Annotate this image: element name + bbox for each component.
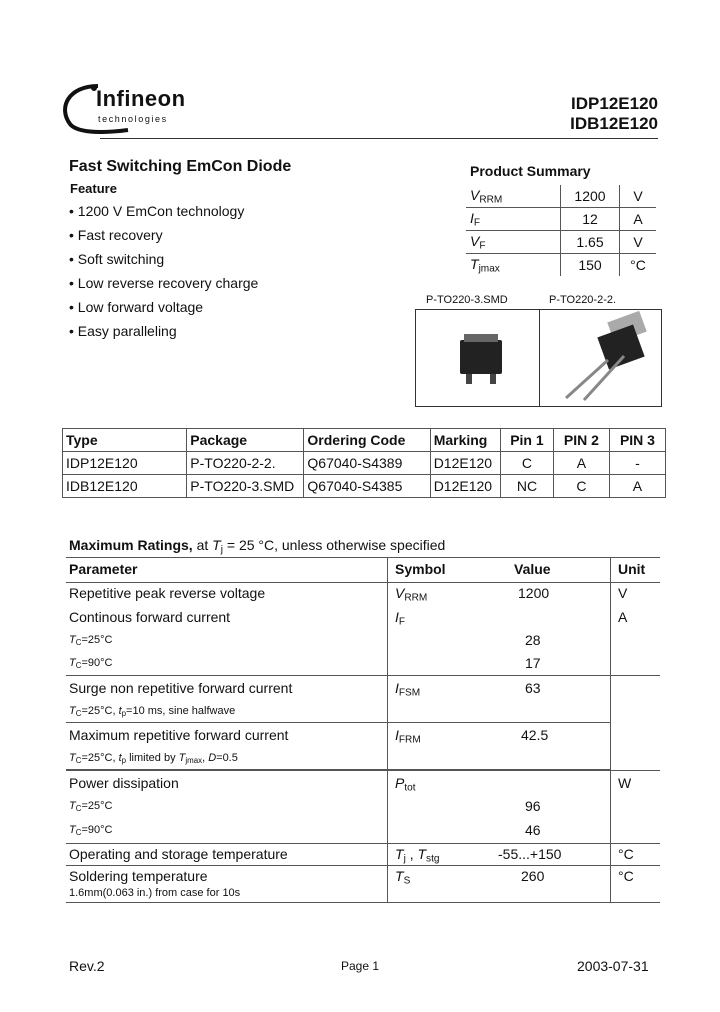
- product-summary: [466, 163, 656, 276]
- part-number-1: IDP12E120: [571, 94, 658, 113]
- ordering-table: [62, 428, 666, 498]
- table-row: Maximum repetitive forward current $I_{FRM}$ 42.5 $T_C=25^\circ C$, $t_p$ limited by $T_{jmax}$, D=0.5: [66, 723, 610, 770]
- part-number-2: IDB12E120: [570, 114, 658, 133]
- feature-item: • Easy paralleling: [69, 323, 177, 339]
- package-box-right: [539, 309, 662, 407]
- feature-list: [69, 203, 258, 347]
- part-numbers: [570, 94, 658, 134]
- feature-item: • Fast recovery: [69, 227, 163, 243]
- page-title: Fast Switching EmCon Diode: [69, 158, 292, 175]
- footer-rev: Rev.2: [69, 958, 105, 974]
- package-left-label: P-TO220-3.SMD: [426, 294, 508, 306]
- feature-heading: Feature: [70, 181, 117, 196]
- package-box-left: [415, 309, 540, 407]
- feature-item: • Low forward voltage: [69, 299, 204, 315]
- logo-subtitle: technologies: [98, 114, 168, 124]
- smd-package-icon: [416, 310, 540, 406]
- table-row: $V_F$ 1.65 V: [466, 231, 656, 254]
- footer-page: Page 1: [341, 959, 380, 973]
- table-row: Operating and storage temperature $T_j$ , $T_{stg}$ -55...+150 °C: [66, 843, 660, 866]
- header-rule: [100, 138, 658, 139]
- table-row: Continous forward current $I_F$ A $T_C=25^\circ C$ 28 $T_C=90^\circ C$ 17: [66, 605, 660, 676]
- table-row: Surge non repetitive forward current $I_{FSM}$ 63 $T_C=25^\circ C$, $t_p=10$ ms, sine halfwave: [66, 676, 610, 723]
- table-row: Repetitive peak reverse voltage $V_{RRM}$ 1200 V: [69, 585, 628, 604]
- feature-item: • Soft switching: [69, 251, 165, 267]
- table-row: Power dissipation $P_{tot}$ W $T_C=25^\circ C$ 96 $T_C=90^\circ C$ 46: [66, 770, 660, 844]
- footer-date: 2003-07-31: [577, 958, 649, 974]
- package-right-label: P-TO220-2-2.: [549, 294, 617, 306]
- infineon-logo: [58, 78, 188, 134]
- table-header-row: Parameter Symbol Value Unit: [66, 557, 660, 583]
- table-row: $I_F$ 12 A: [466, 208, 656, 231]
- table-header-row: Type Package Ordering Code Marking Pin 1 PIN 2 PIN 3: [63, 429, 666, 452]
- feature-item: • Low reverse recovery charge: [69, 275, 259, 291]
- feature-item: • 1200 V EmCon technology: [69, 203, 245, 219]
- table-row: Soldering temperature 1.6mm(0.063 in.) from case for 10s $T_S$ 260 °C: [66, 866, 660, 903]
- to220-package-icon: [540, 310, 661, 406]
- table-row: IDB12E120 P-TO220-3.SMD Q67040-S4385 D12E120 NC C A: [63, 475, 666, 498]
- table-row: $T_{jmax}$ 150 °C: [466, 254, 656, 277]
- max-ratings-table: [66, 557, 660, 902]
- table-row: IDP12E120 P-TO220-2-2. Q67040-S4389 D12E120 C A -: [63, 452, 666, 475]
- product-summary-table: [466, 185, 656, 276]
- logo-name: Infineon: [96, 86, 186, 111]
- max-ratings-heading: Maximum Ratings, at $T_j = 25$ °C, unless otherwise specified: [69, 537, 446, 556]
- product-summary-heading: Product Summary: [470, 163, 591, 179]
- table-row: $V_{RRM}$ 1200 V: [466, 185, 656, 208]
